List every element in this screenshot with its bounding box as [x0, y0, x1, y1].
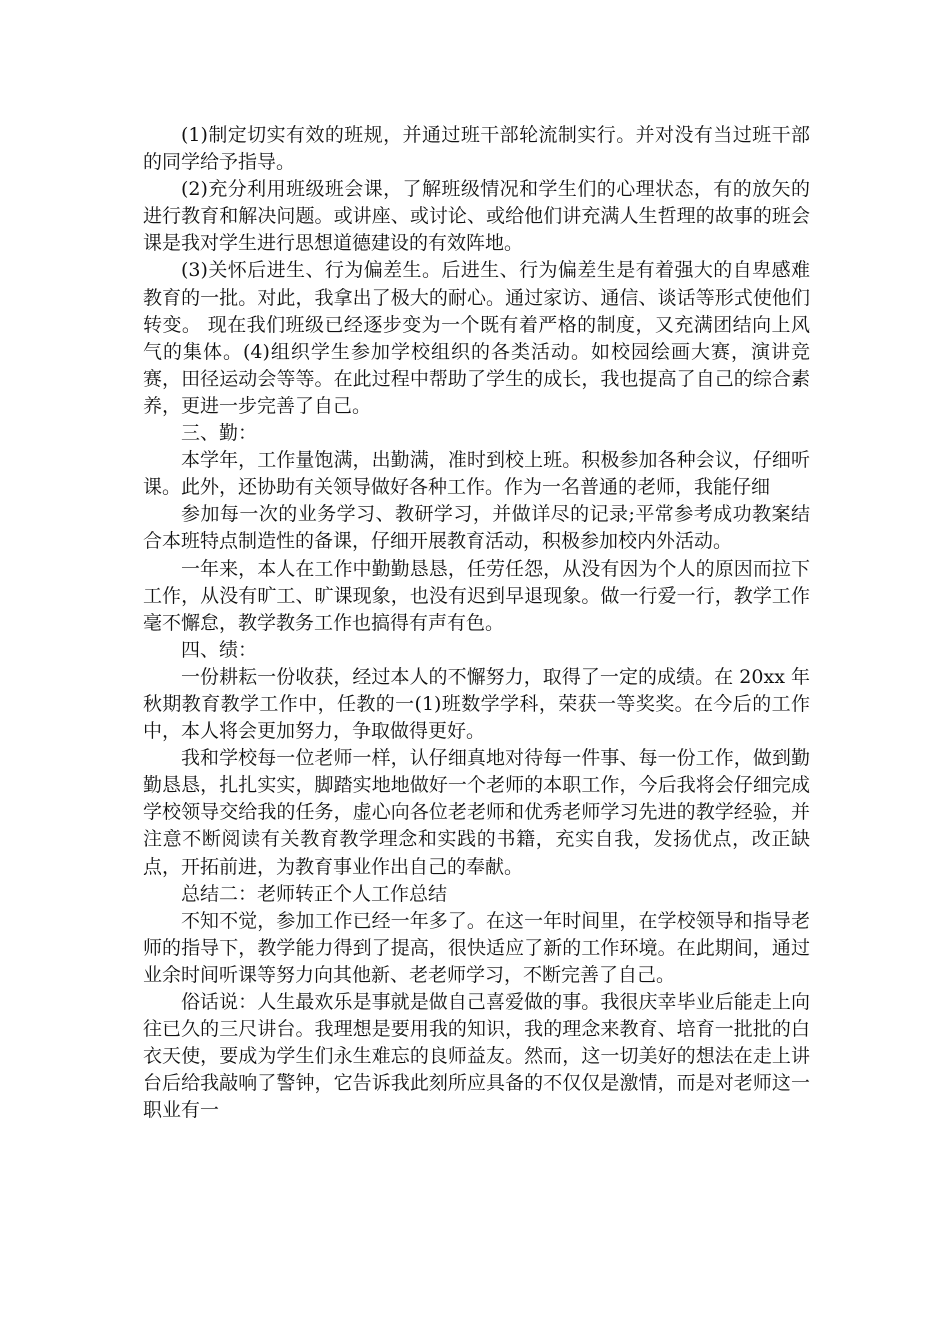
paragraph-commitment: 我和学校每一位老师一样，认仔细真地对待每一件事、每一份工作，做到勤勤恳恳，扎扎实实，脚踏实地地做好一个老师的本职工作，今后我将会仔细完成学校领导交给我的任务，虚心向各位老老师和优秀老师学习先进的教学经验，并注意不断阅读有关教育教学理念和实践的书籍，充实自我，发扬优点，改正缺点，开拓前进，为教育事业作出自己的奉献。: [143, 747, 810, 878]
section-heading-diligence: 三、勤：: [181, 422, 258, 445]
paragraph-first-year: 不知不觉，参加工作已经一年多了。在这一年时间里，在学校领导和指导老师的指导下，教学能力得到了提高，很快适应了新的工作环境。在此期间，通过业余时间听课等努力向其他新、老老师学习，不断完善了自己。: [143, 909, 810, 986]
document-body: [143, 122, 810, 1124]
paragraph-hard-work: 一年来，本人在工作中勤勤恳恳，任劳任怨，从没有因为个人的原因而拉下工作，从没有旷工、旷课现象，也没有迟到早退现象。做一行爱一行，教学工作毫不懈怠，教学教务工作也搞得有声有色。: [143, 557, 810, 634]
section-heading-achievements: 四、绩：: [181, 638, 258, 661]
paragraph-award: 一份耕耘一份收获，经过本人的不懈努力，取得了一定的成绩。在 20xx 年秋期教育教学工作中，任教的一(1)班数学学科，荣获一等奖奖。在今后的工作中，本人将会更加努力，争取做得更好。: [143, 665, 810, 743]
paragraph-attendance: 本学年，工作量饱满，出勤满，准时到校上班。积极参加各种会议，仔细听课。此外，还协助有关领导做好各种工作。作为一名普通的老师，我能仔细: [143, 449, 810, 499]
section-heading-summary-two: 总结二：老师转正个人工作总结: [181, 882, 448, 905]
paragraph-saying: 俗话说：人生最欢乐是事就是做自己喜爱做的事。我很庆幸毕业后能走上向往已久的三尺讲台。我理想是要用我的知识，我的理念来教育、培育一批批的白衣天使，要成为学生们永生难忘的良师益友。然而，这一切美好的想法在走上讲台后给我敲响了警钟，它告诉我此刻所应具备的不仅仅是激情，而是对老师这一职业有一: [143, 991, 810, 1122]
paragraph-class-rules: (1)制定切实有效的班规，并通过班干部轮流制实行。并对没有当过班干部的同学给予指导。: [143, 124, 810, 174]
paragraph-study-records: 参加每一次的业务学习、教研学习，并做详尽的记录;平常参考成功教案结合本班特点制造性的备课，仔细开展教育活动，积极参加校内外活动。: [143, 503, 810, 553]
paragraph-class-meetings: (2)充分利用班级班会课，了解班级情况和学生们的心理状态，有的放矢的进行教育和解决问题。或讲座、或讨论、或给他们讲充满人生哲理的故事的班会课是我对学生进行思想道德建设的有效阵地。: [143, 178, 810, 255]
paragraph-struggling-students: (3)关怀后进生、行为偏差生。后进生、行为偏差生是有着强大的自卑感难教育的一批。对此，我拿出了极大的耐心。通过家访、通信、谈话等形式使他们转变。 现在我们班级已经逐步变为一个既有着严格的制度，又充满团结向上风气的集体。(4)组织学生参加学校组织的各类活动。如校园绘画大赛，演讲竞赛，田径运动会等等。在此过程中帮助了学生的成长，我也提高了自己的综合素养，更进一步完善了自己。: [143, 259, 810, 417]
